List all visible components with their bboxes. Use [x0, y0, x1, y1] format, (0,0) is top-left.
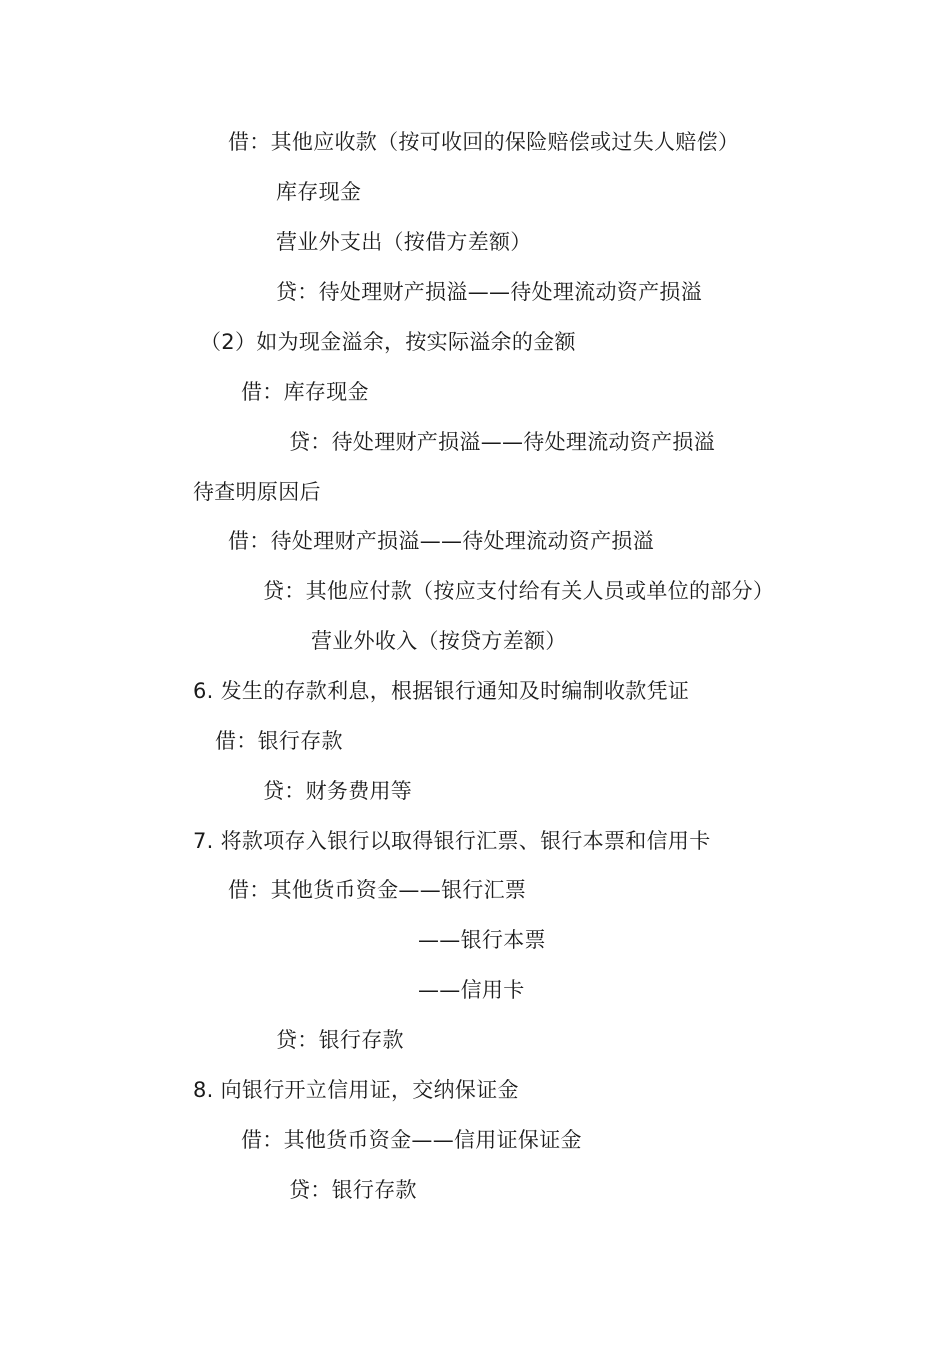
- text-line: 借：其他应收款（按可收回的保险赔偿或过失人赔偿）: [228, 130, 740, 154]
- text-line: 借：银行存款: [215, 729, 343, 753]
- text-line: 借：其他货币资金——银行汇票: [228, 878, 527, 902]
- text-line: 贷：财务费用等: [263, 779, 413, 803]
- text-line: 8. 向银行开立信用证，交纳保证金: [193, 1078, 519, 1102]
- text-line: 6. 发生的存款利息，根据银行通知及时编制收款凭证: [193, 679, 690, 703]
- text-line: 营业外收入（按贷方差额）: [311, 629, 567, 653]
- text-line: 库存现金: [276, 180, 362, 204]
- text-line: 贷：待处理财产损溢——待处理流动资产损溢: [289, 430, 715, 454]
- text-line: 贷：银行存款: [276, 1028, 404, 1052]
- text-line: 借：待处理财产损溢——待处理流动资产损溢: [228, 529, 654, 553]
- text-line: 贷：其他应付款（按应支付给有关人员或单位的部分）: [263, 579, 775, 603]
- text-line: 贷：待处理财产损溢——待处理流动资产损溢: [276, 280, 702, 304]
- text-line: 贷：银行存款: [289, 1178, 417, 1202]
- text-line: 待查明原因后: [193, 480, 321, 504]
- text-line: ——银行本票: [418, 928, 546, 952]
- text-line: 借：其他货币资金——信用证保证金: [241, 1128, 582, 1152]
- text-line: 7. 将款项存入银行以取得银行汇票、银行本票和信用卡: [193, 829, 711, 853]
- text-line: ——信用卡: [418, 978, 525, 1002]
- text-line: （2）如为现金溢余，按实际溢余的金额: [200, 330, 576, 354]
- text-line: 借：库存现金: [241, 380, 369, 404]
- text-line: 营业外支出（按借方差额）: [276, 230, 532, 254]
